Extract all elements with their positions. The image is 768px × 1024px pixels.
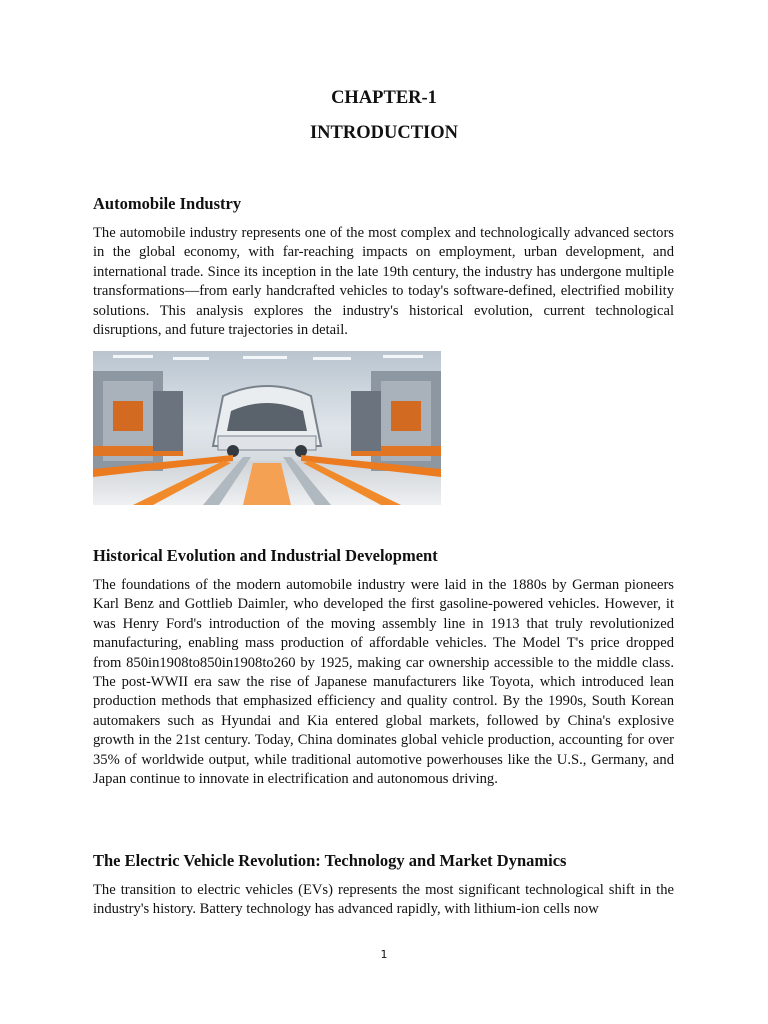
section-body-automobile-industry: The automobile industry represents one of the most complex and technologically advanced sectors in the global economy, with far-reaching impacts on employment, urban development, and international trade. Since its inception in the late 19th century, the industry has undergone multiple transformations—from early handcrafted vehicles to today's software-defined, electrified mobility solutions. This analysis explores the industry's historical evolution, current technological disruptions, and future trajectories in detail. <box>93 225 674 339</box>
chapter-title: INTRODUCTION <box>309 123 459 143</box>
section-heading-historical-evolution: Historical Evolution and Industrial Development <box>93 546 438 565</box>
section-heading-automobile-industry: Automobile Industry <box>93 194 242 213</box>
page-number: 1 <box>380 948 388 961</box>
section-body-electric-vehicle-revolution: The transition to electric vehicles (EVs) represents the most significant technological shift in the industry's history. Battery technology has advanced rapidly, with lithium-ion cells now <box>93 882 674 918</box>
car-assembly-line-photo <box>93 351 441 505</box>
chapter-number: CHAPTER-1 <box>331 88 437 108</box>
section-heading-electric-vehicle-revolution: The Electric Vehicle Revolution: Technology and Market Dynamics <box>93 851 567 870</box>
section-body-historical-evolution: The foundations of the modern automobile industry were laid in the 1880s by German pioneers Karl Benz and Gottlieb Daimler, who developed the first gasoline-powered vehicles. However, it was Henry Ford's introduction of the moving assembly line in 1913 that truly revolutionized manufacturing, enabling mass production of affordable vehicles. The Model T's price dropped from 850in1908to850in1908to260 by 1925, making car ownership accessible to the middle class. The post-WWII era saw the rise of Japanese manufacturers like Toyota, which introduced lean production methods that emphasized efficiency and quality control. By the 1990s, South Korean automakers such as Hyundai and Kia entered global markets, followed by China's explosive growth in the 21st century. Today, China dominates global vehicle production, accounting for over 35% of worldwide output, while traditional automotive powerhouses like the U.S., Germany, and Japan continue to innovate in electrification and autonomous driving. <box>93 577 674 788</box>
